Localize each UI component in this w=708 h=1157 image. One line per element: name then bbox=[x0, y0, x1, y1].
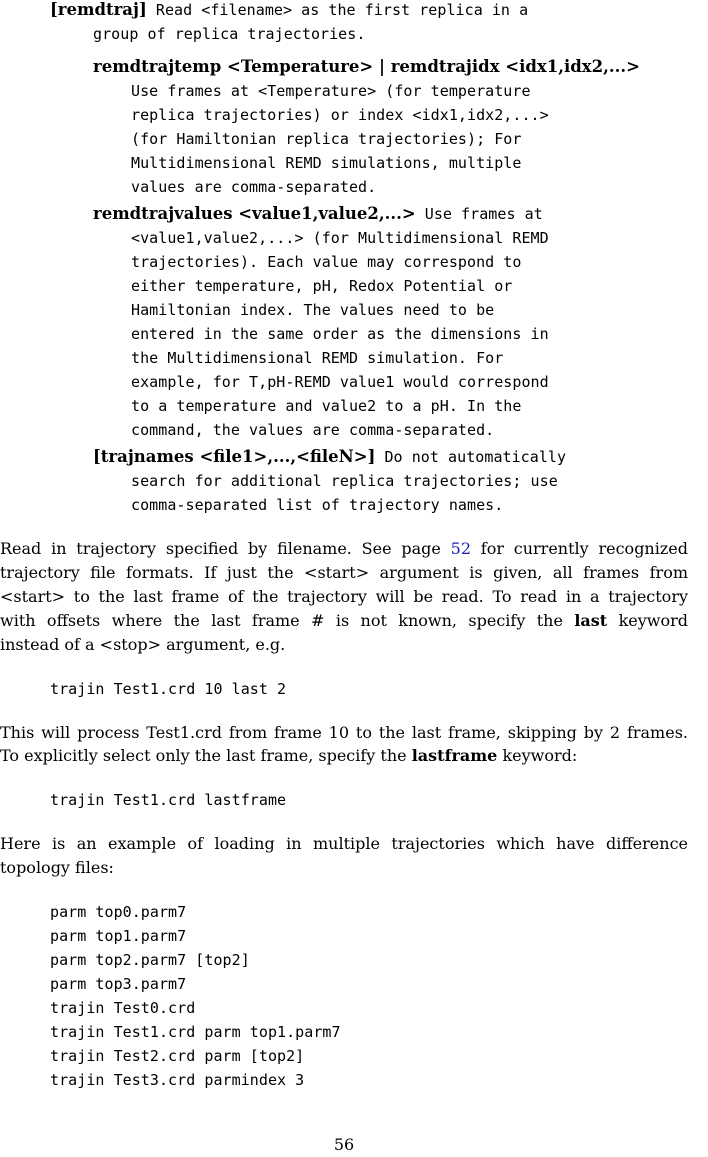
paragraph-line bbox=[0, 744, 688, 768]
option-remdtrajvalues-line: Hamiltonian index. The values need to be bbox=[131, 301, 495, 319]
keyword-last: last bbox=[574, 611, 608, 630]
option-trajnames-line: search for additional replica trajectories; use bbox=[131, 472, 558, 490]
page-link[interactable]: 52 bbox=[450, 539, 471, 558]
paragraph-line: instead of a <stop> argument, e.g. bbox=[0, 635, 286, 654]
option-remdtrajvalues-line: trajectories). Each value may correspond to bbox=[131, 253, 522, 271]
option-remdtrajvalues-line: <value1,value2,...> (for Multidimensional REMD bbox=[131, 229, 549, 247]
option-remdtrajtemp-line: replica trajectories) or index <idx1,idx2,...> bbox=[131, 106, 549, 124]
code-line: trajin Test1.crd lastframe bbox=[50, 791, 287, 809]
option-remdtrajvalues-line: entered in the same order as the dimensions in bbox=[131, 325, 549, 343]
option-remdtrajvalues-line: to a temperature and value2 to a pH. In the bbox=[131, 397, 522, 415]
option-remdtrajvalues bbox=[93, 202, 543, 226]
keyword-lastframe: lastframe bbox=[411, 746, 498, 765]
paragraph-line: <start> to the last frame of the trajectory will be read. To read in a trajectory bbox=[0, 587, 688, 606]
option-remdtraj bbox=[50, 0, 528, 22]
option-remdtrajtemp-line: (for Hamiltonian replica trajectories); For bbox=[131, 130, 522, 148]
paragraph-line: This will process Test1.crd from frame 10 to the last frame, skipping by 2 frames. bbox=[0, 723, 688, 742]
paragraph-line: Here is an example of loading in multiple trajectories which have difference bbox=[0, 834, 688, 853]
option-remdtrajvalues-name: remdtrajvalues <value1,value2,...> bbox=[93, 204, 416, 223]
option-remdtrajtemp-head: remdtrajtemp <Temperature> | remdtrajidx <idx1,idx2,...> bbox=[93, 57, 640, 76]
option-remdtrajvalues-line: either temperature, pH, Redox Potential or bbox=[131, 277, 513, 295]
option-remdtrajvalues-desc: Use frames at bbox=[415, 205, 543, 223]
text-span: keyword bbox=[607, 611, 688, 630]
option-trajnames-desc: Do not automatically bbox=[375, 448, 567, 466]
text-span: To explicitly select only the last frame, specify the bbox=[0, 746, 412, 765]
option-trajnames bbox=[93, 445, 566, 469]
option-remdtraj-desc: Read <filename> as the first replica in a bbox=[146, 1, 529, 19]
paragraph-line bbox=[0, 609, 688, 633]
option-remdtrajtemp-name bbox=[93, 55, 640, 79]
code-line: trajin Test2.crd parm [top2] bbox=[50, 1047, 305, 1065]
code-line: trajin Test3.crd parmindex 3 bbox=[50, 1071, 305, 1089]
option-remdtraj-desc-line2: group of replica trajectories. bbox=[93, 25, 366, 43]
text-span: Read in trajectory specified by filename. See page bbox=[0, 539, 451, 558]
paragraph-line: trajectory file formats. If just the <start> argument is given, all frames from bbox=[0, 563, 688, 582]
code-line: trajin Test1.crd parm top1.parm7 bbox=[50, 1023, 341, 1041]
text-span: keyword: bbox=[497, 746, 578, 765]
option-remdtrajvalues-line: command, the values are comma-separated. bbox=[131, 421, 495, 439]
option-remdtrajvalues-line: example, for T,pH-REMD value1 would correspond bbox=[131, 373, 549, 391]
code-line: parm top0.parm7 bbox=[50, 903, 187, 921]
code-line: parm top2.parm7 [top2] bbox=[50, 951, 250, 969]
option-remdtrajtemp-line: Multidimensional REMD simulations, multiple bbox=[131, 154, 522, 172]
option-remdtraj-name: [remdtraj] bbox=[50, 0, 147, 19]
code-line: parm top1.parm7 bbox=[50, 927, 187, 945]
option-trajnames-name: [trajnames <file1>,...,<fileN>] bbox=[93, 447, 376, 466]
code-line: trajin Test0.crd bbox=[50, 999, 196, 1017]
option-remdtrajtemp-line: values are comma-separated. bbox=[131, 178, 377, 196]
option-remdtrajvalues-line: the Multidimensional REMD simulation. For bbox=[131, 349, 504, 367]
option-trajnames-line: comma-separated list of trajectory names. bbox=[131, 496, 504, 514]
text-span: with offsets where the last frame # is not known, specify the bbox=[0, 611, 575, 630]
paragraph-line bbox=[0, 537, 688, 561]
page-number: 56 bbox=[333, 1135, 355, 1154]
code-line: parm top3.parm7 bbox=[50, 975, 187, 993]
code-line: trajin Test1.crd 10 last 2 bbox=[50, 680, 287, 698]
text-span: for currently recognized bbox=[471, 539, 688, 558]
option-remdtrajtemp-line: Use frames at <Temperature> (for temperature bbox=[131, 82, 531, 100]
paragraph-line: topology files: bbox=[0, 858, 114, 877]
